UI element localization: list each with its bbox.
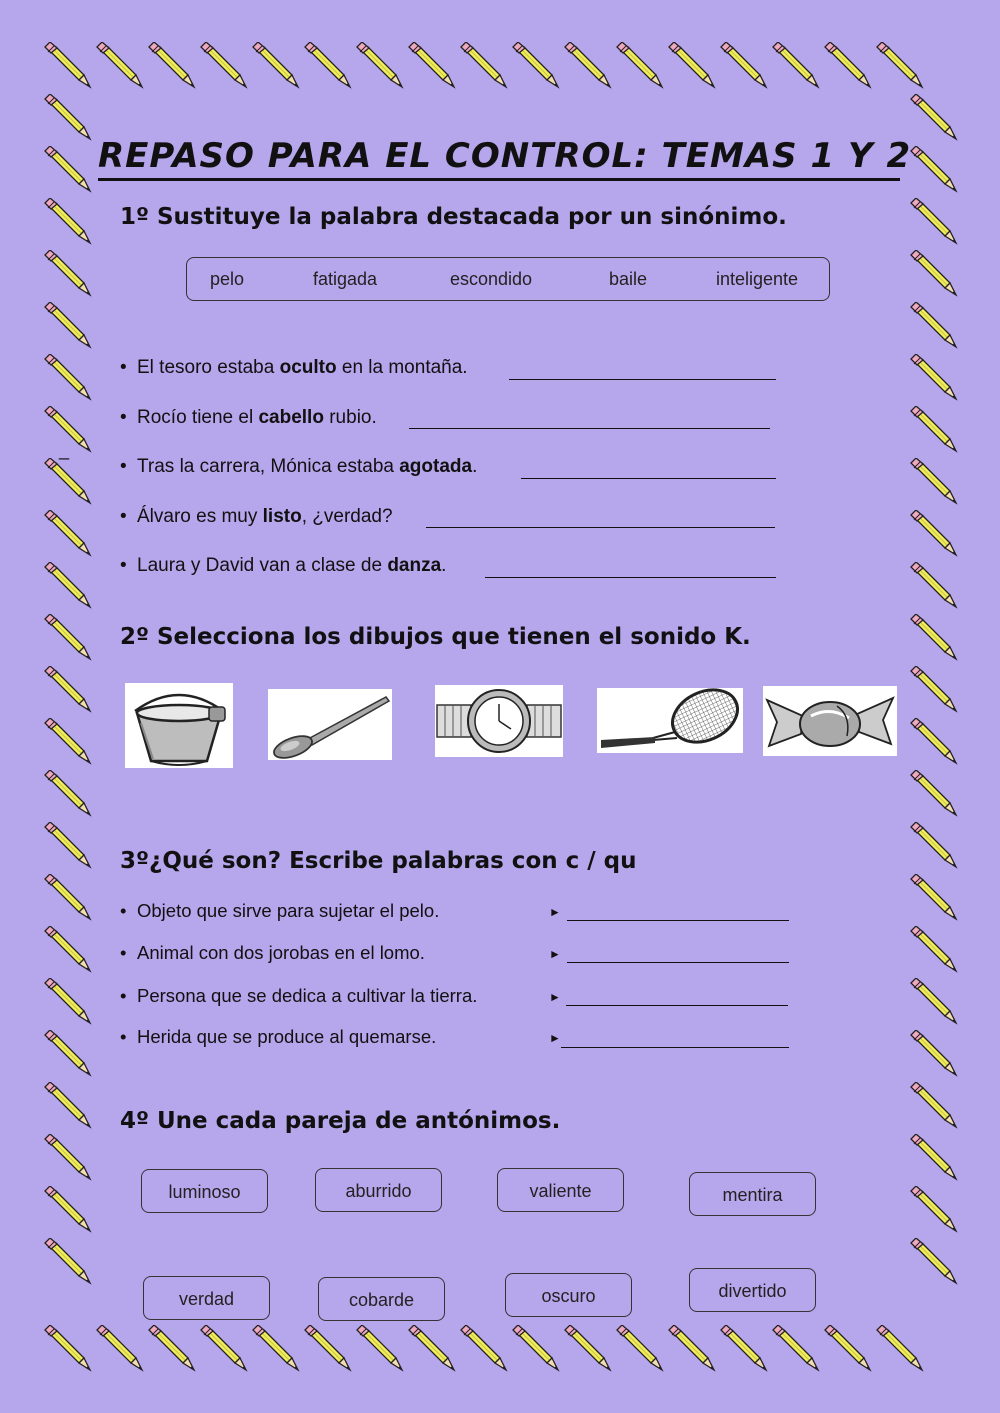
pencil-icon: [44, 42, 92, 90]
pencil-icon: [564, 42, 612, 90]
sentence-text: Laura y David van a clase de: [137, 555, 388, 576]
pencil-icon: [910, 1030, 958, 1078]
word-bank-item: escondido: [450, 269, 533, 289]
sentence-5: [120, 555, 446, 577]
watch-picture[interactable]: [435, 685, 563, 757]
pencil-icon: [910, 510, 958, 558]
antonym-box-oscuro[interactable]: oscuro: [505, 1273, 632, 1317]
pencil-icon: [44, 562, 92, 610]
pencil-icon: [616, 42, 664, 90]
answer-line[interactable]: [567, 962, 789, 963]
antonym-box-divertido[interactable]: divertido: [689, 1268, 816, 1312]
answer-line[interactable]: [561, 1047, 789, 1048]
highlighted-word: agotada: [399, 456, 473, 477]
pencil-icon: [304, 1325, 352, 1373]
pencil-icon: [96, 42, 144, 90]
pencil-icon: [910, 458, 958, 506]
riddle-4: [120, 1026, 436, 1048]
pencil-icon: [910, 250, 958, 298]
highlighted-word: oculto: [279, 357, 337, 378]
antonym-box-aburrido[interactable]: aburrido: [315, 1168, 442, 1212]
synonym-word-bank: [186, 257, 830, 301]
answer-line[interactable]: [566, 1005, 788, 1006]
pencil-icon: [44, 666, 92, 714]
pencil-icon: [408, 42, 456, 90]
word-bank-item: pelo: [210, 269, 245, 289]
riddle-1: [120, 900, 439, 922]
pencil-icon: [910, 874, 958, 922]
bucket-picture[interactable]: [125, 683, 233, 768]
pencil-icon: [910, 770, 958, 818]
pencil-icon: [772, 1325, 820, 1373]
pencil-icon: [910, 562, 958, 610]
pencil-icon: [44, 822, 92, 870]
sentence-2: [120, 407, 377, 429]
pencil-icon: [148, 1325, 196, 1373]
pencil-icon: [44, 510, 92, 558]
sentence-text: rubio.: [323, 407, 377, 428]
pencil-icon: [44, 146, 92, 194]
pencil-icon: [720, 42, 768, 90]
pencil-icon: [910, 614, 958, 662]
antonym-box-mentira[interactable]: mentira: [689, 1172, 816, 1216]
bullet: •: [120, 555, 127, 576]
page-title: REPASO PARA EL CONTROL: TEMAS 1 Y 2: [98, 134, 900, 181]
sentence-text: Rocío tiene el: [137, 407, 259, 428]
highlighted-word: cabello: [258, 407, 324, 428]
riddle-2: [120, 942, 425, 964]
pencil-icon: [44, 1186, 92, 1234]
pencil-icon: [876, 42, 924, 90]
sentence-text: .: [441, 555, 447, 576]
pencil-icon: [668, 1325, 716, 1373]
sentence-1: [120, 357, 468, 379]
pencil-icon: [44, 1134, 92, 1182]
pencil-icon: [44, 1082, 92, 1130]
sentence-text: .: [472, 456, 478, 477]
pencil-icon: [44, 770, 92, 818]
pencil-icon: [44, 874, 92, 922]
pencil-icon: [44, 978, 92, 1026]
arrow-icon: ►: [549, 990, 561, 1004]
arrow-icon: ►: [549, 947, 561, 961]
pencil-icon: [668, 42, 716, 90]
bullet: •: [120, 900, 127, 921]
pencil-icon: [252, 1325, 300, 1373]
antonym-box-luminoso[interactable]: luminoso: [141, 1169, 268, 1213]
riddle-text: Objeto que sirve para sujetar el pelo.: [137, 900, 440, 921]
pencil-icon: [910, 978, 958, 1026]
pencil-icon: [564, 1325, 612, 1373]
pencil-icon: [44, 1238, 92, 1286]
pencil-icon: [910, 146, 958, 194]
pencil-icon: [910, 718, 958, 766]
pencil-icon: [910, 1134, 958, 1182]
pencil-icon: [200, 42, 248, 90]
answer-line[interactable]: [567, 920, 789, 921]
pencil-icon: [44, 1030, 92, 1078]
arrow-icon: ►: [549, 905, 561, 919]
pencil-icon: [356, 42, 404, 90]
pencil-icon: [910, 822, 958, 870]
riddle-3: [120, 985, 477, 1007]
word-bank-item: fatigada: [313, 269, 378, 289]
bullet: •: [120, 942, 127, 963]
sentence-text: Tras la carrera, Mónica estaba: [137, 456, 400, 477]
pencil-icon: [910, 926, 958, 974]
racket-picture[interactable]: [597, 688, 743, 753]
pencil-icon: [824, 1325, 872, 1373]
pencil-icon: [910, 1082, 958, 1130]
pencil-icon: [44, 250, 92, 298]
sentence-text: Álvaro es muy: [137, 506, 263, 527]
riddle-text: Herida que se produce al quemarse.: [137, 1026, 437, 1047]
pencil-icon: [910, 354, 958, 402]
answer-line[interactable]: [409, 428, 770, 429]
section3-heading: 3º¿Qué son? Escribe palabras con c / qu: [120, 848, 637, 874]
answer-line[interactable]: [521, 478, 776, 479]
highlighted-word: danza: [387, 555, 442, 576]
pencil-icon: [200, 1325, 248, 1373]
bullet: •: [120, 456, 127, 477]
bullet: •: [120, 357, 127, 378]
bullet: •: [120, 1026, 127, 1047]
pencil-icon: [44, 614, 92, 662]
pencil-icon: [460, 1325, 508, 1373]
bullet: •: [120, 506, 127, 527]
bullet: •: [120, 407, 127, 428]
sentence-4: [120, 506, 393, 528]
sentence-text: , ¿verdad?: [301, 506, 393, 527]
sentence-3: [120, 456, 477, 478]
word-bank-item: inteligente: [716, 269, 799, 289]
sentence-text: en la montaña.: [336, 357, 468, 378]
pencil-icon: [910, 94, 958, 142]
pencil-icon: [148, 42, 196, 90]
pencil-icon: [96, 1325, 144, 1373]
pencil-icon: [772, 42, 820, 90]
arrow-icon: ►: [549, 1031, 561, 1045]
pencil-icon: [460, 42, 508, 90]
pencil-icon: [910, 1238, 958, 1286]
riddle-text: Persona que se dedica a cultivar la tierra.: [137, 985, 478, 1006]
pencil-icon: [304, 42, 352, 90]
pencil-icon: [720, 1325, 768, 1373]
pencil-icon: [44, 94, 92, 142]
pencil-icon: [44, 926, 92, 974]
pencil-icon: [876, 1325, 924, 1373]
antonym-box-valiente[interactable]: valiente: [497, 1168, 624, 1212]
riddle-text: Animal con dos jorobas en el lomo.: [137, 942, 425, 963]
pencil-icon: [910, 302, 958, 350]
antonym-box-cobarde[interactable]: cobarde: [318, 1277, 445, 1321]
pencil-icon: [512, 42, 560, 90]
sentence-text: El tesoro estaba: [137, 357, 280, 378]
pencil-icon: [910, 406, 958, 454]
antonym-box-verdad[interactable]: verdad: [143, 1276, 270, 1320]
answer-line[interactable]: [485, 577, 776, 578]
bullet: •: [120, 985, 127, 1006]
pencil-icon: [44, 354, 92, 402]
pencil-icon: [616, 1325, 664, 1373]
section4-heading: 4º Une cada pareja de antónimos.: [120, 1108, 561, 1134]
pencil-icon: [44, 302, 92, 350]
pencil-icon: [44, 458, 92, 506]
pencil-icon: [910, 1186, 958, 1234]
pencil-icon: [408, 1325, 456, 1373]
stray-mark: _: [59, 440, 70, 460]
highlighted-word: listo: [262, 506, 302, 527]
pencil-icon: [44, 198, 92, 246]
pencil-icon: [356, 1325, 404, 1373]
answer-line[interactable]: [509, 379, 776, 380]
answer-line[interactable]: [426, 527, 775, 528]
section1-heading: 1º Sustituye la palabra destacada por un sinónimo.: [120, 204, 787, 230]
pencil-icon: [252, 42, 300, 90]
pencil-icon: [44, 718, 92, 766]
pencil-icon: [512, 1325, 560, 1373]
section2-heading: 2º Selecciona los dibujos que tienen el sonido K.: [120, 624, 751, 650]
pencil-icon: [44, 1325, 92, 1373]
word-bank-item: baile: [609, 269, 648, 289]
pencil-icon: [910, 198, 958, 246]
spoon-picture[interactable]: [268, 689, 392, 760]
candy-picture[interactable]: [763, 686, 897, 756]
pencil-icon: [910, 666, 958, 714]
pencil-icon: [824, 42, 872, 90]
